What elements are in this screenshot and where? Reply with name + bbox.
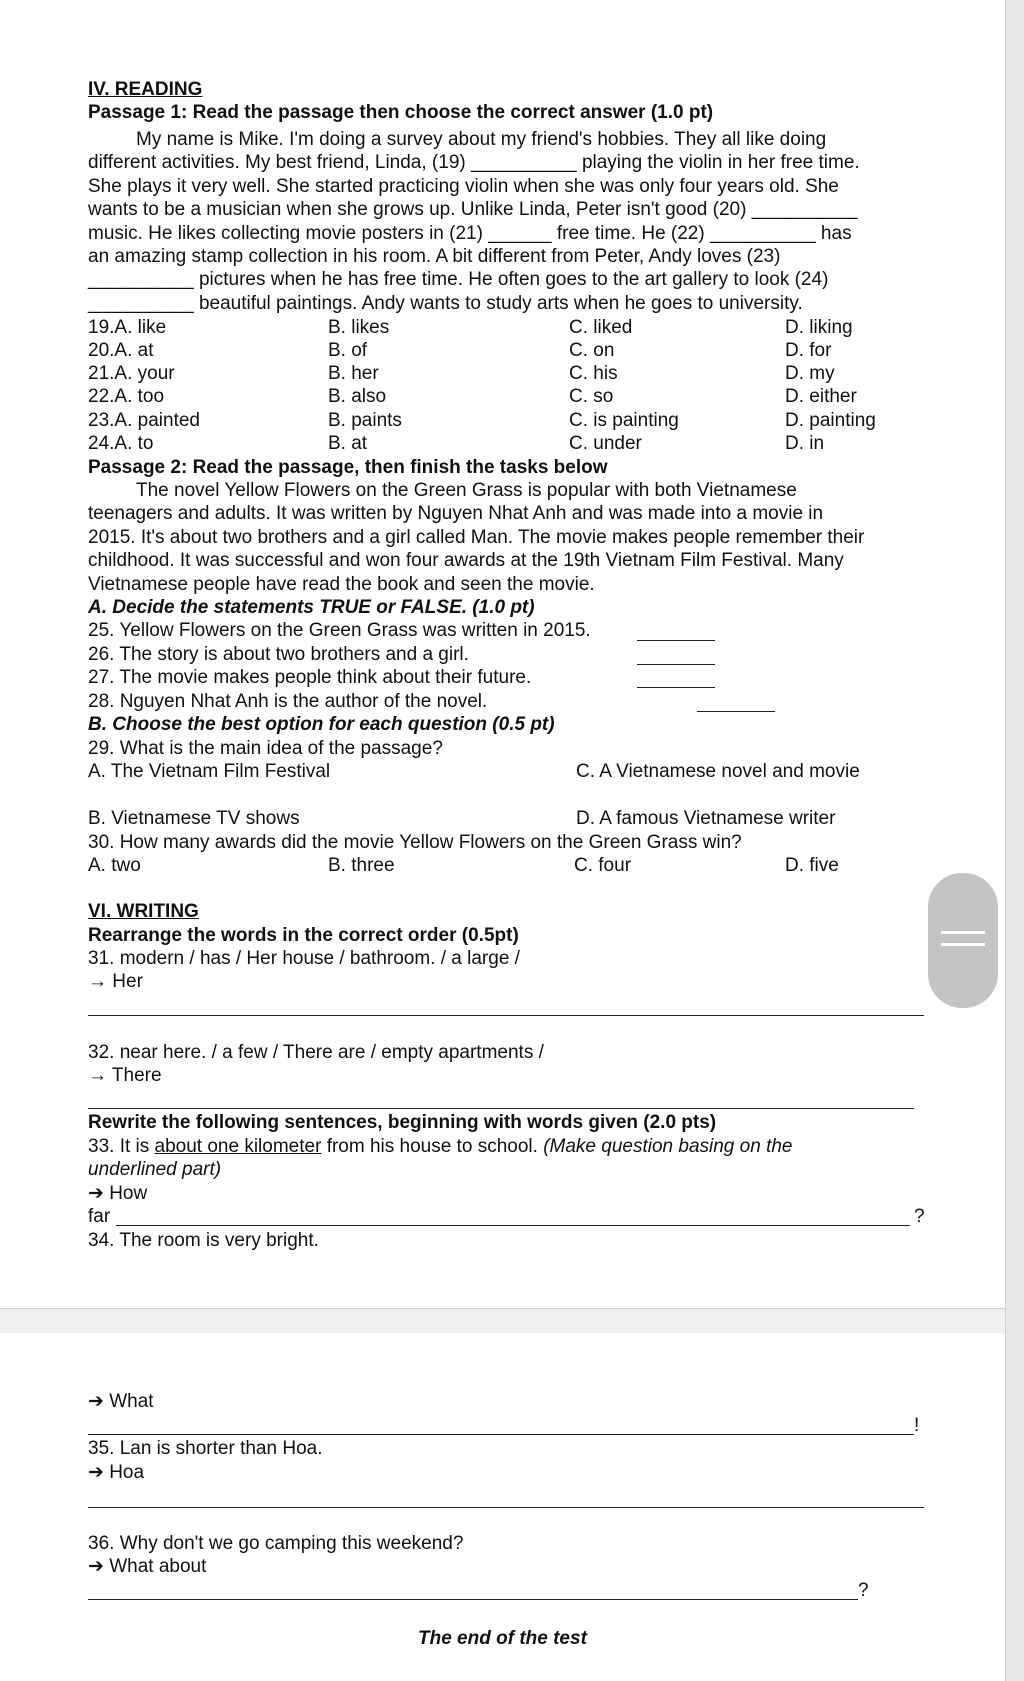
question-34: 34. The room is very bright. <box>88 1230 319 1251</box>
answer-blank-28[interactable] <box>697 711 775 712</box>
question-30: 30. How many awards did the movie Yellow Flowers on the Green Grass win? <box>88 832 742 853</box>
answer-36-end: ? <box>858 1580 869 1601</box>
passage1-line: music. He likes collecting movie posters in (21) ______ free time. He (22) __________ has <box>88 222 852 244</box>
statement-27: 27. The movie makes people think about their future. <box>88 667 532 688</box>
statement-26: 26. The story is about two brothers and a girl. <box>88 644 469 665</box>
answer-line-34[interactable] <box>88 1434 914 1435</box>
option-a: 23.A. painted <box>88 410 200 431</box>
option-b: B. of <box>328 340 368 361</box>
option-d: D. either <box>785 386 857 407</box>
answer-line-36[interactable] <box>88 1599 858 1600</box>
answer-blank-26[interactable] <box>637 664 715 665</box>
answer-34-start: ➔ What <box>88 1391 154 1412</box>
option-30-a: A. two <box>88 855 141 876</box>
passage2-line: 2015. It's about two brothers and a girl called Man. The movie makes people remember their <box>88 526 865 548</box>
question-33-note: (Make question basing on the <box>543 1136 793 1157</box>
option-a: 21.A. your <box>88 363 175 384</box>
writing-heading: VI. WRITING <box>88 901 199 922</box>
option-c: C. liked <box>569 317 633 338</box>
statement-28: 28. Nguyen Nhat Anh is the author of the novel. <box>88 691 488 712</box>
option-30-d: D. five <box>785 855 839 876</box>
option-a: 24.A. to <box>88 433 154 454</box>
passage1-text <box>88 128 928 315</box>
answer-35-start: ➔ Hoa <box>88 1462 145 1483</box>
option-c: C. under <box>569 433 642 454</box>
answer-line-33[interactable] <box>116 1225 910 1226</box>
task-a-title: A. Decide the statements TRUE or FALSE. (1.0 pt) <box>88 597 535 618</box>
passage2-line: The novel Yellow Flowers on the Green Grass is popular with both Vietnamese <box>136 480 797 501</box>
answer-blank-25[interactable] <box>637 640 715 641</box>
rewrite-title: Rewrite the following sentences, beginning with words given (2.0 pts) <box>88 1112 717 1133</box>
option-b: B. at <box>328 433 368 454</box>
option-29-c: C. A Vietnamese novel and movie <box>576 761 860 782</box>
option-d: D. liking <box>785 317 853 338</box>
option-c: C. his <box>569 363 618 384</box>
option-a: 22.A. too <box>88 386 165 407</box>
option-b: B. paints <box>328 410 402 431</box>
answer-36-start: ➔ What about <box>88 1556 207 1577</box>
passage2-line: Vietnamese people have read the book and seen the movie. <box>88 573 595 595</box>
passage2-text <box>88 479 928 596</box>
task-b-title: B. Choose the best option for each question (0.5 pt) <box>88 714 555 735</box>
answer-31-start: → Her <box>88 971 143 992</box>
question-33 <box>88 1135 792 1158</box>
answer-33-start: ➔ How <box>88 1183 148 1204</box>
answer-33-end: ? <box>914 1206 925 1227</box>
option-c: C. on <box>569 340 615 361</box>
question-32: 32. near here. / a few / There are / empty apartments / <box>88 1042 544 1063</box>
question-33-pre: 33. It is <box>88 1136 155 1157</box>
option-c: C. is painting <box>569 410 679 431</box>
option-30-b: B. three <box>328 855 395 876</box>
answer-33-far: far <box>88 1206 111 1227</box>
question-35: 35. Lan is shorter than Hoa. <box>88 1438 323 1459</box>
scroll-handle[interactable] <box>928 873 998 1008</box>
end-of-test: The end of the test <box>418 1628 587 1649</box>
option-d: D. painting <box>785 410 876 431</box>
option-d: D. in <box>785 433 825 454</box>
answer-34-end: ! <box>914 1415 920 1436</box>
option-c: C. so <box>569 386 614 407</box>
option-29-d: D. A famous Vietnamese writer <box>576 808 836 829</box>
option-30-c: C. four <box>574 855 632 876</box>
option-d: D. for <box>785 340 832 361</box>
passage2-line: childhood. It was successful and won four awards at the 19th Vietnam Film Festival. Many <box>88 550 844 572</box>
option-a: 20.A. at <box>88 340 154 361</box>
option-29-b: B. Vietnamese TV shows <box>88 808 300 829</box>
option-a: 19.A. like <box>88 317 167 338</box>
passage1-line: different activities. My best friend, Linda, (19) __________ playing the violin in her free time. <box>88 152 860 174</box>
option-b: B. her <box>328 363 379 384</box>
question-36: 36. Why don't we go camping this weekend? <box>88 1533 464 1554</box>
test-page-2 <box>0 1333 1005 1681</box>
passage1-title: Passage 1: Read the passage then choose the correct answer (1.0 pt) <box>88 102 714 123</box>
passage2-title: Passage 2: Read the passage, then finish the tasks below <box>88 457 608 478</box>
answer-line-35[interactable] <box>88 1507 924 1508</box>
question-31: 31. modern / has / Her house / bathroom. / a large / <box>88 948 520 969</box>
passage1-line: She plays it very well. She started practicing violin when she was only four years old. She <box>88 175 839 197</box>
question-33-post: from his house to school. <box>321 1136 544 1157</box>
option-b: B. likes <box>328 317 390 338</box>
passage1-line: __________ beautiful paintings. Andy wants to study arts when he goes to university. <box>88 292 803 314</box>
answer-line-31[interactable] <box>88 1015 924 1016</box>
option-b: B. also <box>328 386 387 407</box>
option-29-a: A. The Vietnam Film Festival <box>88 761 331 782</box>
statement-25: 25. Yellow Flowers on the Green Grass was written in 2015. <box>88 620 591 641</box>
passage2-line: teenagers and adults. It was written by Nguyen Nhat Anh and was made into a movie in <box>88 503 824 525</box>
page-separator <box>0 1308 1005 1335</box>
passage1-line: an amazing stamp collection in his room. A bit different from Peter, Andy loves (23) <box>88 246 781 268</box>
reading-heading: IV. READING <box>88 79 203 100</box>
question-33-underlined: about one kilometer <box>154 1136 322 1157</box>
question-33-note-cont: underlined part) <box>88 1159 222 1180</box>
right-edge-bar <box>1005 0 1024 1681</box>
answer-blank-27[interactable] <box>637 687 715 688</box>
rearrange-title: Rearrange the words in the correct order (0.5pt) <box>88 925 519 946</box>
option-d: D. my <box>785 363 835 384</box>
question-29: 29. What is the main idea of the passage? <box>88 738 443 759</box>
passage1-line: My name is Mike. I'm doing a survey about my friend's hobbies. They all like doing <box>136 129 827 150</box>
passage1-line: wants to be a musician when she grows up. Unlike Linda, Peter isn't good (20) __________ <box>88 199 858 221</box>
answer-32-start: → There <box>88 1065 162 1086</box>
passage1-line: __________ pictures when he has free time. He often goes to the art gallery to look (24) <box>88 269 829 291</box>
answer-line-32[interactable] <box>88 1108 914 1109</box>
